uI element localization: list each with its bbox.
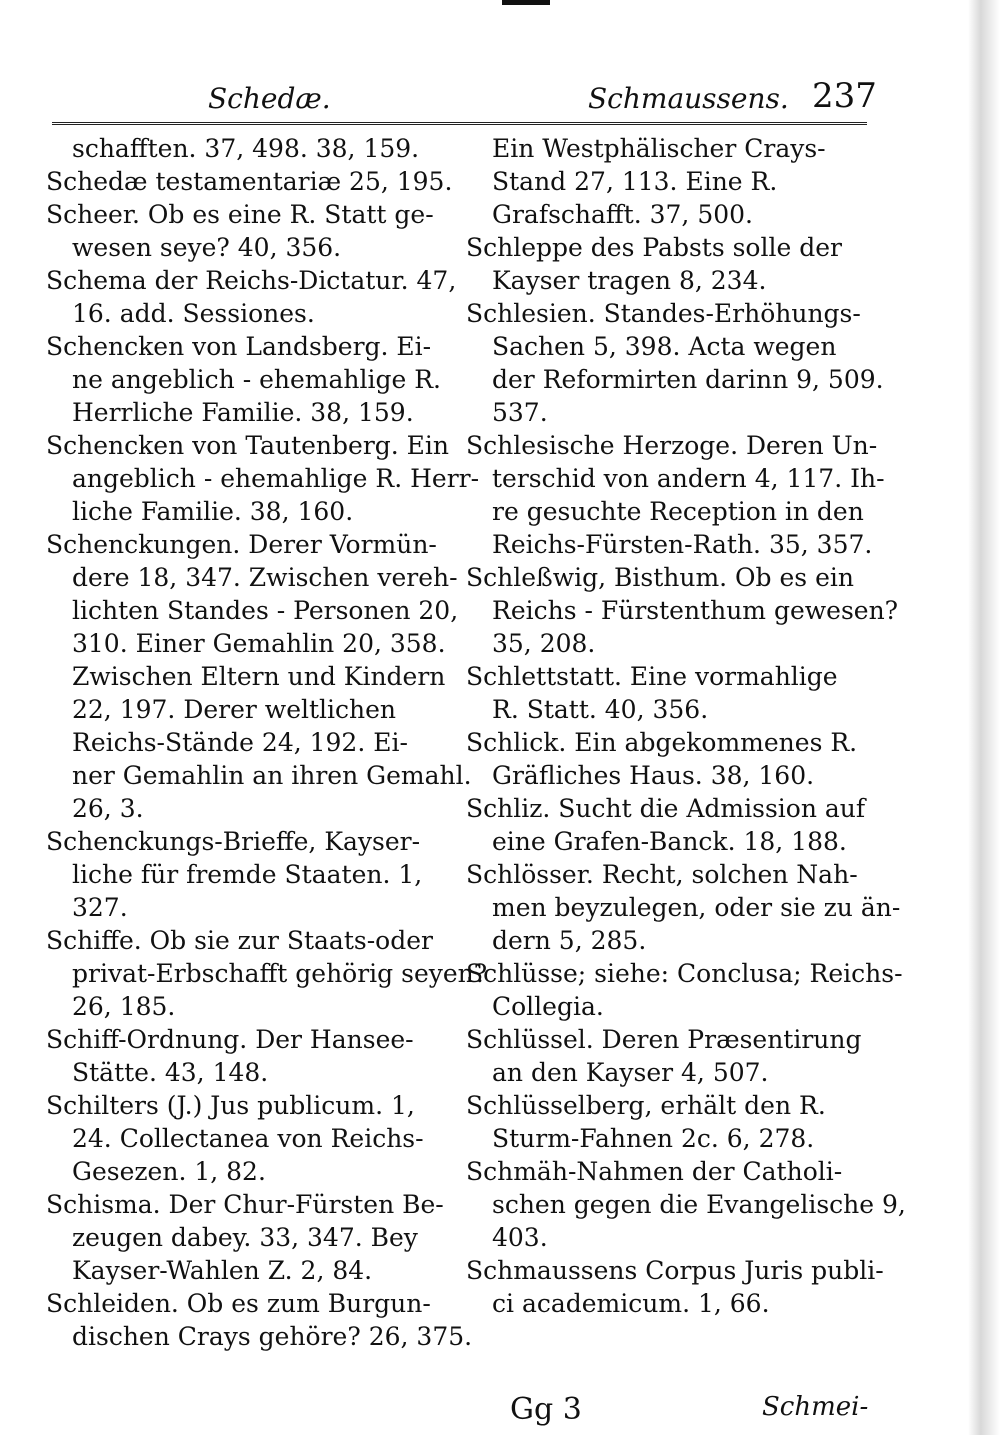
index-line: Schmäh-Nahmen der Catholi- — [466, 1157, 843, 1186]
index-line: Schlettstatt. Eine vormahlige — [466, 662, 838, 691]
index-line: Schlösser. Recht, solchen Nah- — [466, 860, 858, 889]
index-line: Schenckungs-Brieffe, Kayser- — [46, 827, 421, 856]
index-line: Ein Westphälischer Crays- — [492, 134, 826, 163]
index-line: Kayser tragen 8, 234. — [492, 266, 767, 295]
index-line: Grafschafft. 37, 500. — [492, 200, 753, 229]
index-line: 26, 185. — [72, 992, 176, 1021]
top-edge-mark — [502, 0, 550, 5]
index-line: Kayser-Wahlen Z. 2, 84. — [72, 1256, 373, 1285]
index-line: privat-Erbschafft gehörig seyen? — [72, 959, 488, 988]
index-line: terschid von andern 4, 117. Ih- — [492, 464, 885, 493]
page-footer — [0, 1392, 1000, 1432]
page-edge-shadow — [968, 0, 1000, 1435]
index-line: ci academicum. 1, 66. — [492, 1289, 770, 1318]
index-line: ner Gemahlin an ihren Gemahl. — [72, 761, 472, 790]
index-line: 310. Einer Gemahlin 20, 358. — [72, 629, 446, 658]
index-line: ne angeblich - ehemahlige R. — [72, 365, 441, 394]
index-line: Schleppe des Pabsts solle der — [466, 233, 842, 262]
left-column — [46, 132, 488, 1353]
index-line: Schlesische Herzoge. Deren Un- — [466, 431, 878, 460]
index-line: Schilters (J.) Jus publicum. 1, — [46, 1091, 415, 1120]
index-line: Schlüsse; siehe: Conclusa; Reichs- — [466, 959, 903, 988]
index-line: 403. — [492, 1223, 548, 1252]
index-line: men beyzulegen, oder sie zu än- — [492, 893, 901, 922]
index-line: Gräfliches Haus. 38, 160. — [492, 761, 815, 790]
index-line: angeblich - ehemahlige R. Herr- — [72, 464, 480, 493]
index-line: Schlüssel. Deren Præsentirung — [466, 1025, 862, 1054]
index-line: 24. Collectanea von Reichs- — [72, 1124, 424, 1153]
index-line: Schmaussens Corpus Juris publi- — [466, 1256, 884, 1285]
index-line: Reichs-Stände 24, 192. Ei- — [72, 728, 408, 757]
index-line: Scheer. Ob es eine R. Statt ge- — [46, 200, 434, 229]
header-left-catchword: Schedæ. — [208, 82, 331, 115]
index-line: schafften. 37, 498. 38, 159. — [72, 134, 420, 163]
index-line: eine Grafen-Banck. 18, 188. — [492, 827, 847, 856]
index-line: Sturm-Fahnen 2c. 6, 278. — [492, 1124, 815, 1153]
index-line: Schlick. Ein abgekommenes R. — [466, 728, 858, 757]
running-header — [0, 76, 1000, 122]
index-line: Schedæ testamentariæ 25, 195. — [46, 167, 453, 196]
index-line: liche für fremde Staaten. 1, — [72, 860, 423, 889]
page-number: 237 — [812, 76, 877, 116]
index-line: dischen Crays gehöre? 26, 375. — [72, 1322, 473, 1351]
index-line: re gesuchte Reception in den — [492, 497, 864, 526]
index-line: 22, 197. Derer weltlichen — [72, 695, 397, 724]
index-line: Schiffe. Ob sie zur Staats-oder — [46, 926, 433, 955]
index-line: 26, 3. — [72, 794, 144, 823]
index-line: Stand 27, 113. Eine R. — [492, 167, 778, 196]
right-column — [466, 132, 906, 1320]
header-right-catchword: Schmaussens. — [588, 82, 789, 115]
index-line: Reichs - Fürstenthum gewesen? — [492, 596, 899, 625]
index-line: Zwischen Eltern und Kindern — [72, 662, 446, 691]
index-line: Schliz. Sucht die Admission auf — [466, 794, 866, 823]
index-line: Herrliche Familie. 38, 159. — [72, 398, 414, 427]
index-line: der Reformirten darinn 9, 509. — [492, 365, 884, 394]
header-rule — [52, 122, 867, 125]
index-line: Schiff-Ordnung. Der Hansee- — [46, 1025, 414, 1054]
index-line: Schema der Reichs-Dictatur. 47, — [46, 266, 457, 295]
index-line: Schlesien. Standes-Erhöhungs- — [466, 299, 861, 328]
index-line: dere 18, 347. Zwischen vereh- — [72, 563, 458, 592]
index-line: wesen seye? 40, 356. — [72, 233, 342, 262]
index-line: Schisma. Der Chur-Fürsten Be- — [46, 1190, 444, 1219]
index-line: liche Familie. 38, 160. — [72, 497, 354, 526]
footer-catchword: Schmei- — [762, 1392, 869, 1422]
index-line: Schencken von Landsberg. Ei- — [46, 332, 432, 361]
index-line: 537. — [492, 398, 548, 427]
index-line: Gesezen. 1, 82. — [72, 1157, 266, 1186]
index-line: Schleßwig, Bisthum. Ob es ein — [466, 563, 854, 592]
index-line: R. Statt. 40, 356. — [492, 695, 709, 724]
index-line: lichten Standes - Personen 20, — [72, 596, 459, 625]
index-line: zeugen dabey. 33, 347. Bey — [72, 1223, 418, 1252]
index-line: Schenckungen. Derer Vormün- — [46, 530, 437, 559]
index-line: 16. add. Sessiones. — [72, 299, 315, 328]
index-line: an den Kayser 4, 507. — [492, 1058, 769, 1087]
index-line: 327. — [72, 893, 128, 922]
index-line: dern 5, 285. — [492, 926, 647, 955]
signature-mark: Gg 3 — [510, 1392, 582, 1427]
index-line: Stätte. 43, 148. — [72, 1058, 269, 1087]
index-line: Collegia. — [492, 992, 604, 1021]
index-line: 35, 208. — [492, 629, 596, 658]
index-line: schen gegen die Evangelische 9, — [492, 1190, 906, 1219]
index-line: Schencken von Tautenberg. Ein — [46, 431, 450, 460]
index-line: Sachen 5, 398. Acta wegen — [492, 332, 837, 361]
index-line: Reichs-Fürsten-Rath. 35, 357. — [492, 530, 873, 559]
index-line: Schleiden. Ob es zum Burgun- — [46, 1289, 431, 1318]
index-line: Schlüsselberg, erhält den R. — [466, 1091, 826, 1120]
